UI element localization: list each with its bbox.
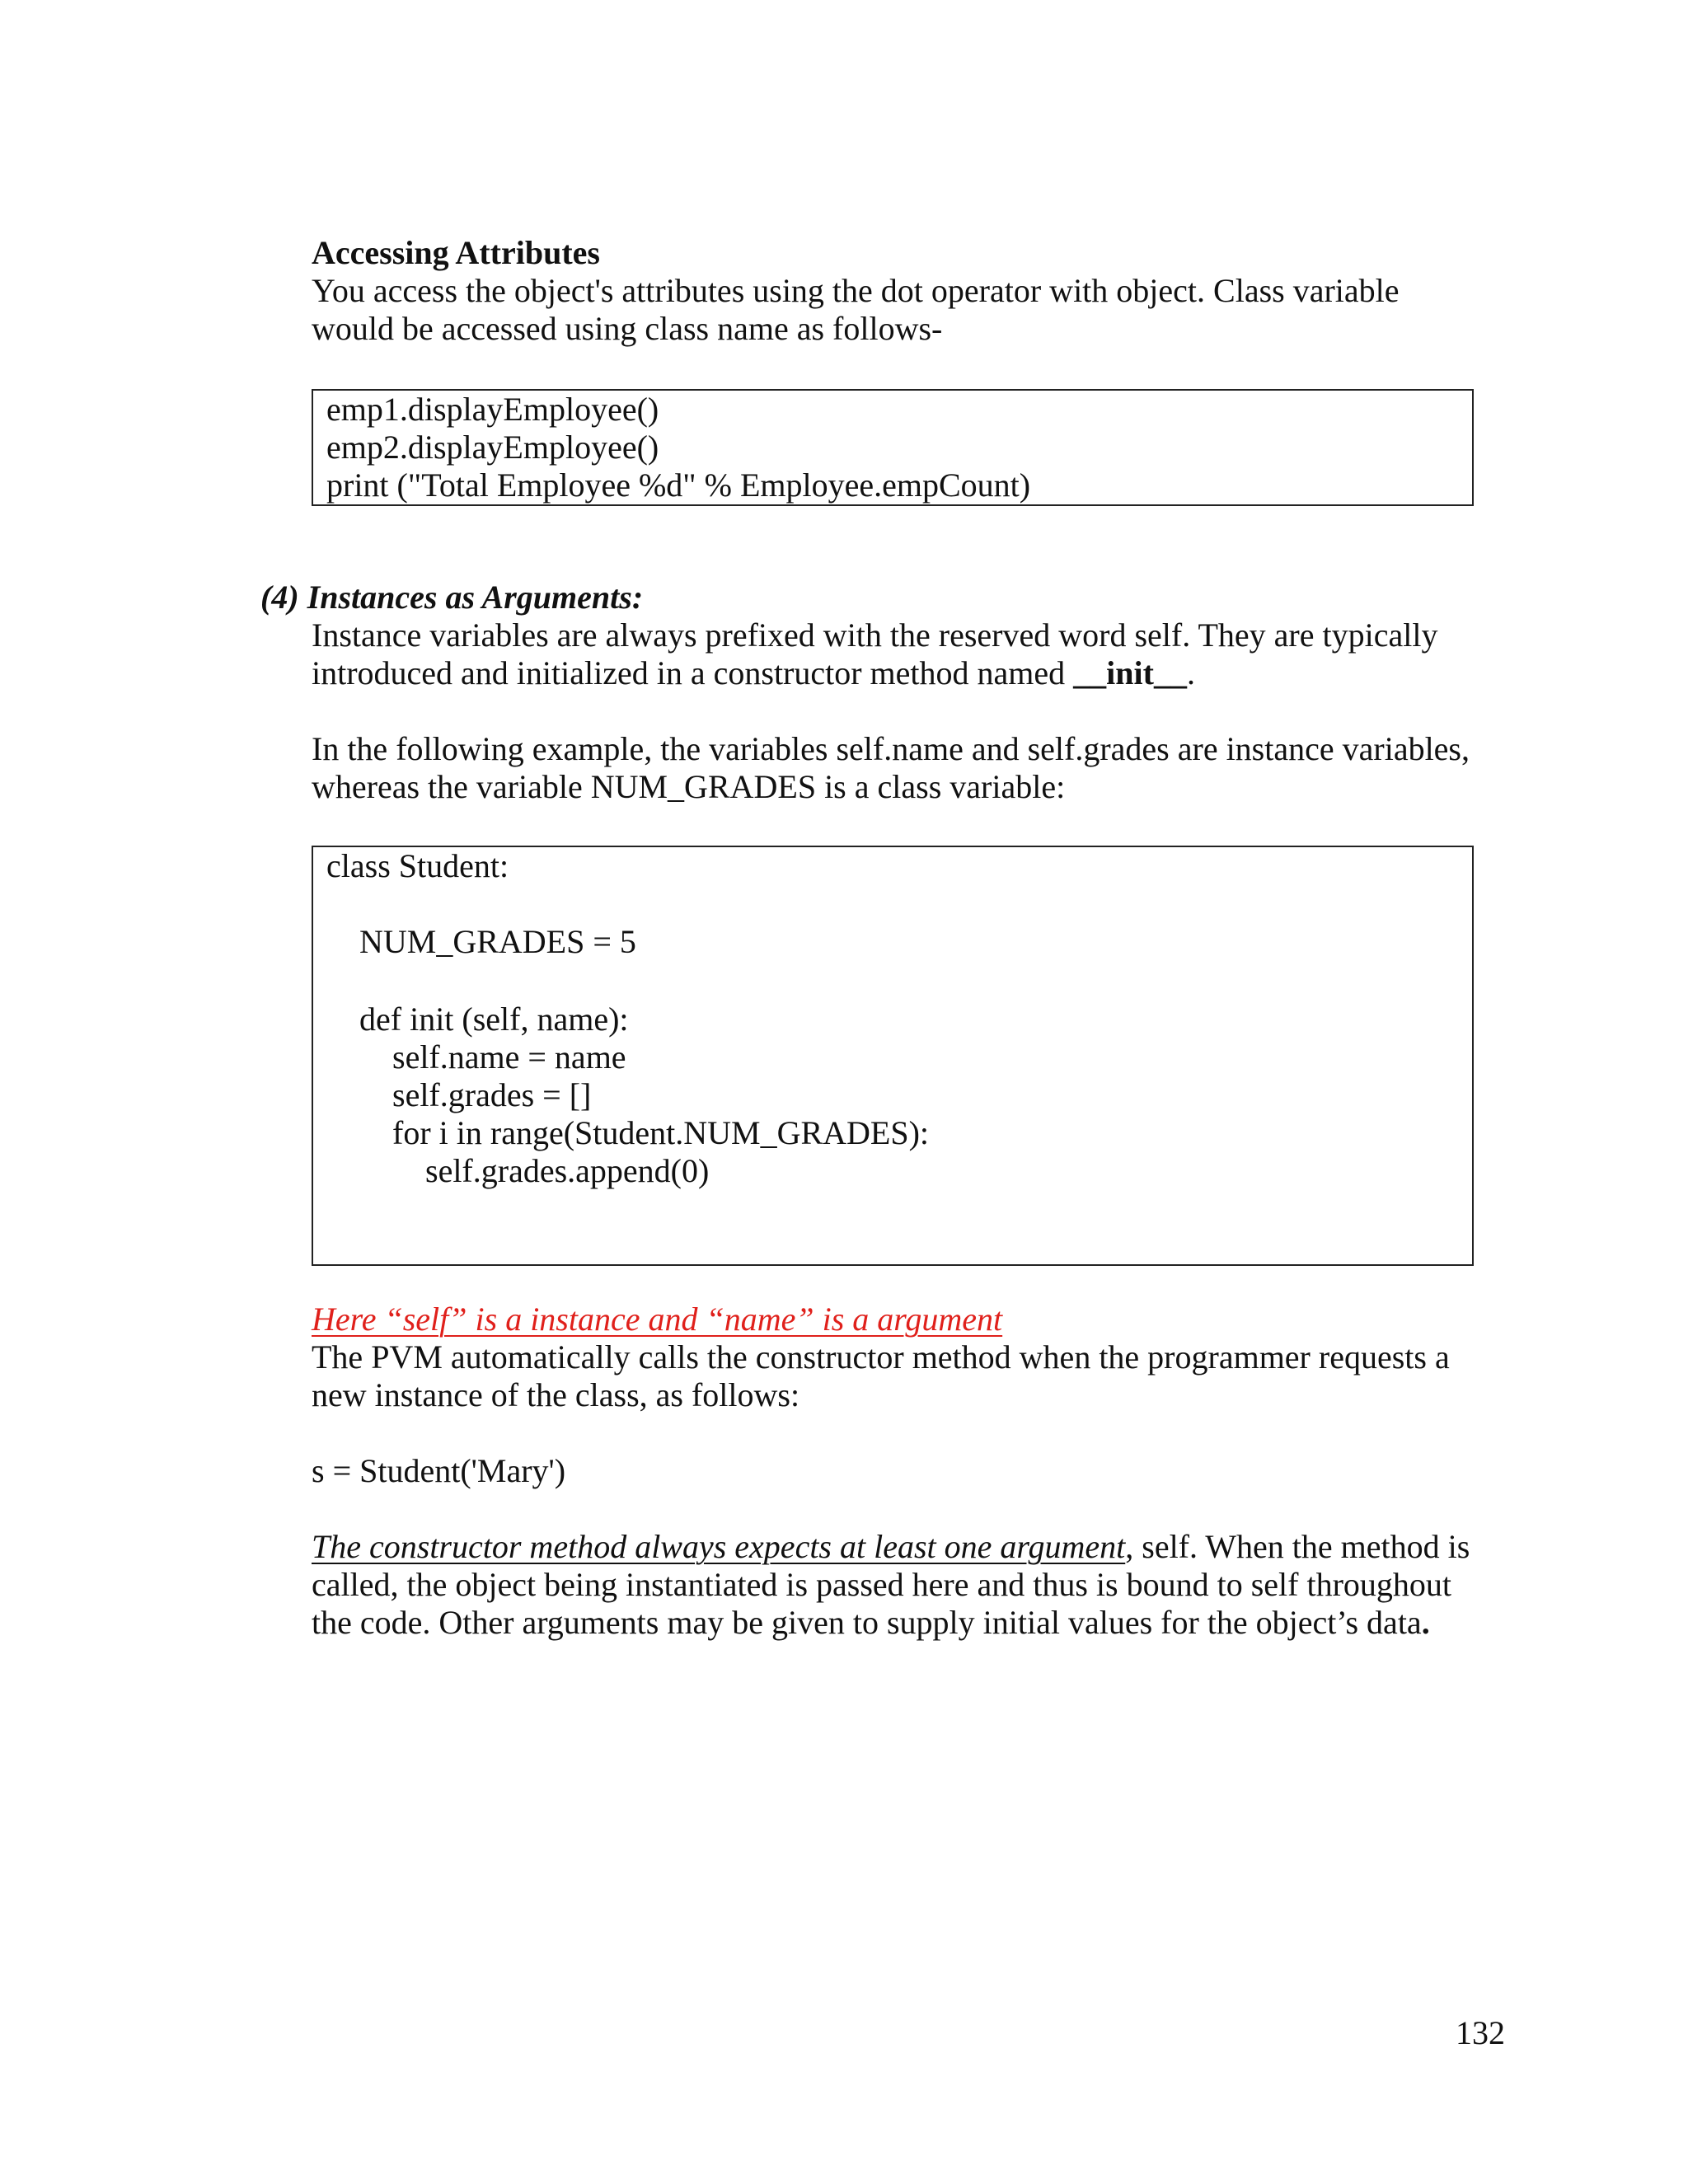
line-text: introduced and initialized in a constructor method named <box>312 654 1074 691</box>
constructor-paragraph-line-1 <box>312 1528 1470 1566</box>
section-4-paragraph-line-1: Instance variables are always prefixed with the reserved word self. They are typically <box>312 616 1438 654</box>
section-4-paragraph-line-2 <box>312 654 1195 692</box>
code-line: self.grades = [] <box>392 1076 592 1113</box>
line-text-end: . <box>1186 654 1195 691</box>
line-text: the code. Other arguments may be given to supply initial values for the object’s data <box>312 1604 1422 1641</box>
code-line: NUM_GRADES = 5 <box>359 923 636 960</box>
code-line: class Student: <box>326 847 509 884</box>
constructor-paragraph-line-3 <box>312 1604 1430 1642</box>
pvm-paragraph-line-1: The PVM automatically calls the constructor method when the programmer requests a <box>312 1338 1450 1376</box>
code-line: self.grades.append(0) <box>425 1152 710 1189</box>
red-annotation-note: Here “self” is a instance and “name” is a argument <box>312 1301 1003 1338</box>
page-number: 132 <box>1456 2014 1505 2051</box>
constructor-paragraph-line-2: called, the object being instantiated is passed here and thus is bound to self throughout <box>312 1566 1452 1603</box>
example-statement: s = Student('Mary') <box>312 1452 566 1489</box>
code-line: emp1.displayEmployee() <box>326 391 659 428</box>
section-4-heading: (4) Instances as Arguments: <box>260 579 644 616</box>
code-line: emp2.displayEmployee() <box>326 429 659 466</box>
line-text: , self. When the method is <box>1125 1528 1470 1565</box>
code-line: print ("Total Employee %d" % Employee.empCount) <box>326 466 1031 504</box>
constructor-emphasis: The constructor method always expects at least one argument <box>312 1528 1126 1565</box>
init-method-name: __init__ <box>1073 654 1187 691</box>
code-line: def init (self, name): <box>359 1001 629 1038</box>
pvm-paragraph-line-2: new instance of the class, as follows: <box>312 1376 800 1413</box>
accessing-paragraph-line-1: You access the object's attributes using the dot operator with object. Class variable <box>312 272 1400 309</box>
example-paragraph-line-2: whereas the variable NUM_GRADES is a class variable: <box>312 768 1066 805</box>
line-text-end: . <box>1421 1604 1430 1641</box>
code-line: for i in range(Student.NUM_GRADES): <box>392 1114 930 1151</box>
code-line: self.name = name <box>392 1038 626 1076</box>
accessing-paragraph-line-2: would be accessed using class name as follows- <box>312 310 943 347</box>
accessing-attributes-heading: Accessing Attributes <box>312 234 600 271</box>
example-paragraph-line-1: In the following example, the variables self.name and self.grades are instance variables, <box>312 730 1470 767</box>
